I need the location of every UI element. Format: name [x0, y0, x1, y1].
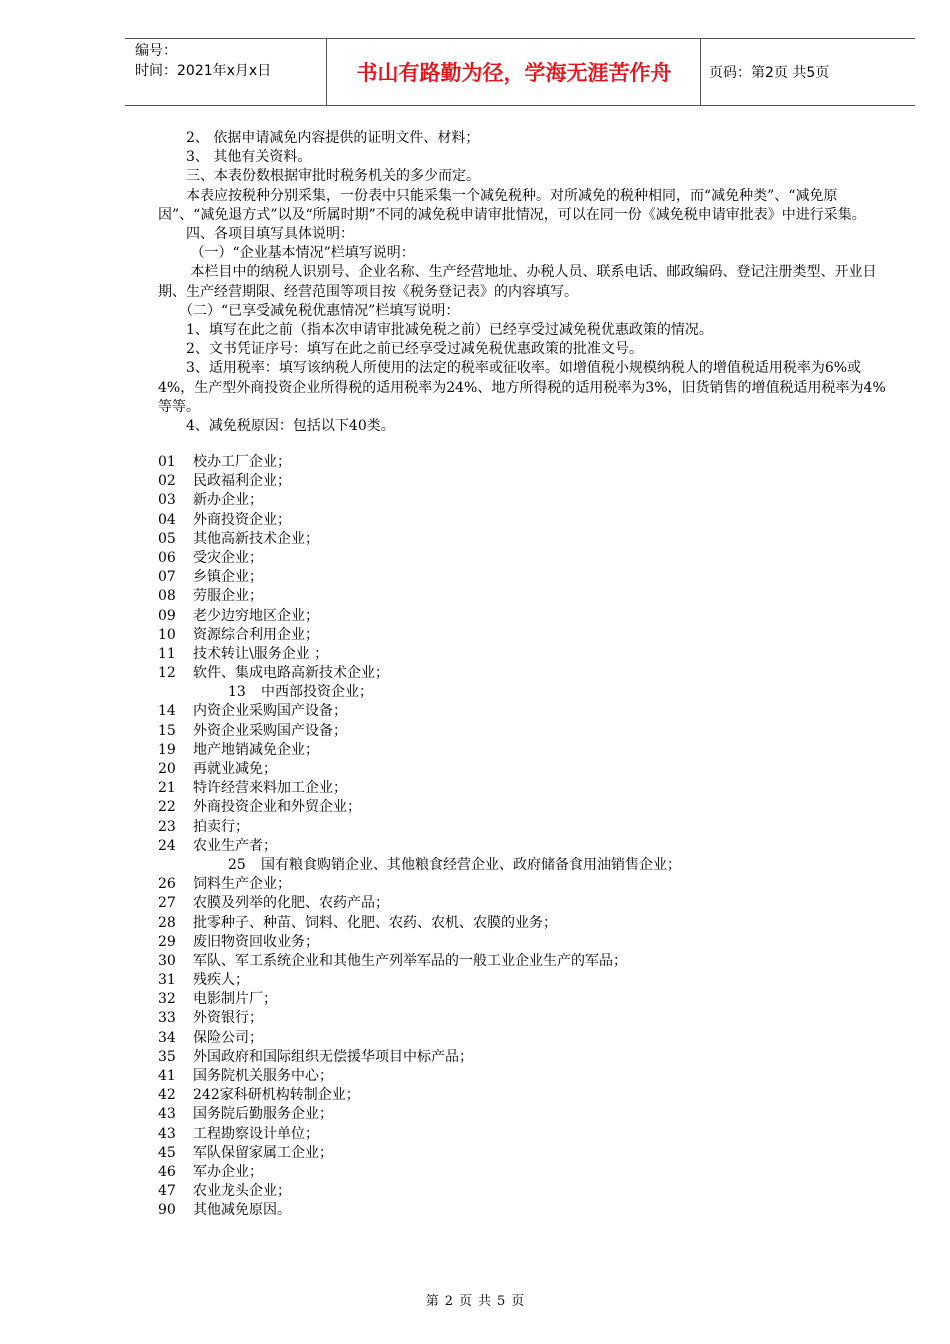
reason-text: 老少边穷地区企业；	[193, 607, 319, 624]
reason-text: 军队、军工系统企业和其他生产列举军品的一般工业企业生产的军品；	[193, 952, 627, 969]
reason-code: 06	[158, 549, 176, 566]
reason-text: 劳服企业；	[193, 588, 263, 605]
footer-label-ye: 页	[458, 1294, 472, 1309]
header-page-info: 页码：第2页 共5页	[709, 65, 830, 81]
reason-code: 30	[158, 952, 176, 969]
reason-text: 外资银行；	[193, 1010, 263, 1027]
list-item	[158, 914, 858, 933]
reason-text: 国务院后勤服务企业；	[193, 1106, 333, 1123]
reason-code: 03	[158, 492, 176, 509]
reason-text: 特许经营来料加工企业；	[193, 780, 347, 797]
list-item	[158, 856, 858, 875]
reason-code: 33	[158, 1010, 176, 1027]
list-item	[158, 1105, 858, 1124]
list-item	[158, 1163, 858, 1182]
paragraph: 三、本表份数根据审批时税务机关的多少而定。	[158, 168, 480, 185]
reason-code: 20	[158, 761, 176, 777]
paragraph: 4、减免税原因：包括以下40类。	[158, 418, 395, 435]
list-item	[158, 549, 858, 568]
reason-text: 地产地销减免企业；	[193, 741, 319, 758]
footer-current-page: 2	[444, 1294, 453, 1309]
reason-code: 22	[158, 799, 176, 816]
reason-text: 军队保留家属工企业；	[193, 1144, 333, 1161]
reason-text: 民政福利企业；	[193, 473, 291, 490]
body-text	[158, 129, 888, 436]
list-item	[158, 511, 858, 530]
paragraph: 本栏目中的纳税人识别号、企业名称、生产经营地址、办税人员、联系电话、邮政编码、登记注册类型、开业日期、生产经营期限、经营范围等项目按《税务登记表》的内容填写。	[158, 264, 877, 300]
list-item	[158, 990, 858, 1009]
list-item	[158, 875, 858, 894]
reason-code: 24	[158, 837, 176, 854]
page-header	[125, 38, 915, 106]
reason-code: 04	[158, 511, 176, 528]
paragraph: （一）“企业基本情况”栏填写说明：	[158, 245, 415, 262]
header-meta	[135, 41, 271, 81]
reason-text: 废旧物资回收业务；	[193, 933, 319, 950]
reason-text: 资源综合利用企业；	[193, 626, 319, 643]
reason-text: 农膜及列举的化肥、农药产品；	[193, 895, 389, 912]
list-item	[158, 971, 858, 990]
list-item	[158, 472, 858, 491]
reason-code: 43	[158, 1125, 176, 1142]
reason-text: 新办企业；	[193, 492, 263, 509]
reason-code: 27	[158, 895, 176, 912]
reason-code: 01	[158, 454, 176, 470]
number-label: 编号：	[135, 43, 177, 59]
reason-code: 90	[158, 1202, 176, 1219]
reason-code: 41	[158, 1068, 176, 1084]
reason-code: 26	[158, 876, 176, 893]
list-item	[158, 645, 858, 664]
reason-text: 拍卖行；	[193, 818, 249, 835]
list-item	[158, 626, 858, 645]
reason-code: 09	[158, 607, 176, 624]
list-item	[158, 607, 858, 626]
reason-code: 11	[158, 645, 176, 662]
list-item	[158, 1048, 858, 1067]
reason-text: 其他高新技术企业；	[193, 530, 319, 547]
list-item	[158, 1009, 858, 1028]
reason-code: 29	[158, 933, 176, 950]
reason-text: 外国政府和国际组织无偿援华项目中标产品；	[193, 1048, 473, 1065]
reason-text: 技术转让\服务企业 ；	[193, 645, 329, 662]
list-item	[158, 568, 858, 587]
reason-code: 42	[158, 1087, 176, 1104]
reason-text: 乡镇企业；	[193, 569, 263, 586]
reason-code: 46	[158, 1163, 176, 1180]
paragraph: 3、 其他有关资料。	[158, 149, 312, 166]
reason-text: 中西部投资企业；	[261, 684, 373, 701]
reduction-reason-list	[158, 453, 858, 1221]
paragraph: （二）“已享受减免税优惠情况”栏填写说明：	[158, 302, 460, 319]
header-motto: 书山有路勤为径，学海无涯苦作舟	[356, 61, 672, 85]
list-item	[158, 1125, 858, 1144]
reason-code: 08	[158, 588, 176, 605]
reason-code: 05	[158, 530, 176, 547]
reason-text: 保险公司；	[193, 1029, 263, 1046]
paragraph: 本表应按税种分别采集，一份表中只能采集一个减免税种。对所减免的税种相同，而“减免种类”、“减免原因”、“减免退方式”以及“所属时期”不同的减免税申请审批情况，可以在同一份《减免税申请审批表》中进行采集。	[158, 187, 866, 223]
list-item	[158, 1086, 858, 1105]
paragraph: 2、 依据申请减免内容提供的证明文件、材料；	[158, 130, 480, 146]
list-item	[158, 1029, 858, 1048]
paragraph: 3、适用税率：填写该纳税人所使用的法定的税率或征收率。如增值税小规模纳税人的增值税适用税率为6%或4%，生产型外商投资企业所得税的适用税率为24%、地方所得税的适用税率为3%，旧货销售的增值税适用税率为4%等等。	[158, 360, 886, 415]
reason-code: 47	[158, 1183, 176, 1200]
list-item	[158, 683, 858, 702]
reason-code: 12	[158, 665, 176, 682]
reason-text: 饲料生产企业；	[193, 876, 291, 893]
reason-text: 外商投资企业；	[193, 511, 291, 528]
list-item	[158, 952, 858, 971]
reason-text: 电影制片厂；	[193, 991, 277, 1008]
footer-total-pages: 5	[497, 1294, 506, 1309]
footer-label-gong: 共	[478, 1294, 492, 1309]
reason-code: 28	[158, 914, 176, 931]
reason-code: 34	[158, 1029, 176, 1046]
list-item	[158, 530, 858, 549]
footer-label-ye2: 页	[511, 1294, 525, 1309]
reason-code: 13	[228, 684, 246, 701]
reason-text: 军办企业；	[193, 1163, 263, 1180]
reason-code: 35	[158, 1048, 176, 1065]
reason-text: 外资企业采购国产设备；	[193, 722, 347, 739]
reason-text: 农业生产者；	[193, 837, 277, 854]
list-item	[158, 1201, 858, 1220]
list-item	[158, 664, 858, 683]
reason-code: 07	[158, 569, 176, 586]
reason-code: 45	[158, 1144, 176, 1161]
reason-code: 31	[158, 972, 176, 989]
list-item	[158, 798, 858, 817]
paragraph: 四、各项目填写具体说明：	[158, 226, 354, 243]
reason-text: 校办工厂企业；	[193, 454, 291, 470]
list-item	[158, 837, 858, 856]
list-item	[158, 1144, 858, 1163]
list-item	[158, 1182, 858, 1201]
reason-text: 再就业减免；	[193, 761, 277, 777]
list-item	[158, 587, 858, 606]
reason-text: 软件、集成电路高新技术企业；	[193, 665, 389, 682]
reason-code: 14	[158, 703, 176, 720]
reason-text: 工程勘察设计单位；	[193, 1125, 319, 1142]
time-label: 时间：2021年x月x日	[135, 63, 272, 79]
list-item	[158, 933, 858, 952]
reason-text: 农业龙头企业；	[193, 1183, 291, 1200]
reason-code: 02	[158, 473, 176, 490]
footer-label-di: 第	[425, 1294, 439, 1309]
reason-code: 19	[158, 741, 176, 758]
list-item	[158, 818, 858, 837]
list-item	[158, 453, 858, 472]
list-item	[158, 741, 858, 760]
reason-text: 内资企业采购国产设备；	[193, 703, 347, 720]
list-item	[158, 894, 858, 913]
reason-text: 国有粮食购销企业、其他粮食经营企业、政府储备食用油销售企业；	[261, 856, 681, 873]
paragraph: 1、填写在此之前（指本次申请审批减免税之前）已经享受过减免税优惠政策的情况。	[158, 322, 713, 339]
list-item	[158, 491, 858, 510]
reason-code: 32	[158, 991, 176, 1008]
list-item	[158, 1067, 858, 1086]
reason-text: 受灾企业；	[193, 549, 263, 566]
list-item	[158, 779, 858, 798]
reason-code: 15	[158, 722, 176, 739]
reason-text: 批零种子、种苗、饲料、化肥、农药、农机、农膜的业务；	[193, 914, 557, 931]
reason-code: 43	[158, 1106, 176, 1123]
list-item	[158, 722, 858, 741]
reason-code: 10	[158, 626, 176, 643]
list-item	[158, 760, 858, 779]
header-divider	[700, 39, 701, 105]
reason-code: 23	[158, 818, 176, 835]
list-item	[158, 702, 858, 721]
paragraph: 2、文书凭证序号：填写在此之前已经享受过减免税优惠政策的批准文号。	[158, 341, 643, 358]
reason-text: 242家科研机构转制企业；	[193, 1087, 360, 1104]
reason-text: 外商投资企业和外贸企业；	[193, 799, 361, 816]
reason-code: 21	[158, 780, 176, 797]
reason-text: 国务院机关服务中心；	[193, 1068, 333, 1084]
reason-text: 残疾人；	[193, 972, 249, 989]
reason-text: 其他减免原因。	[193, 1202, 291, 1219]
reason-code: 25	[228, 856, 246, 873]
page-footer	[0, 1290, 950, 1309]
